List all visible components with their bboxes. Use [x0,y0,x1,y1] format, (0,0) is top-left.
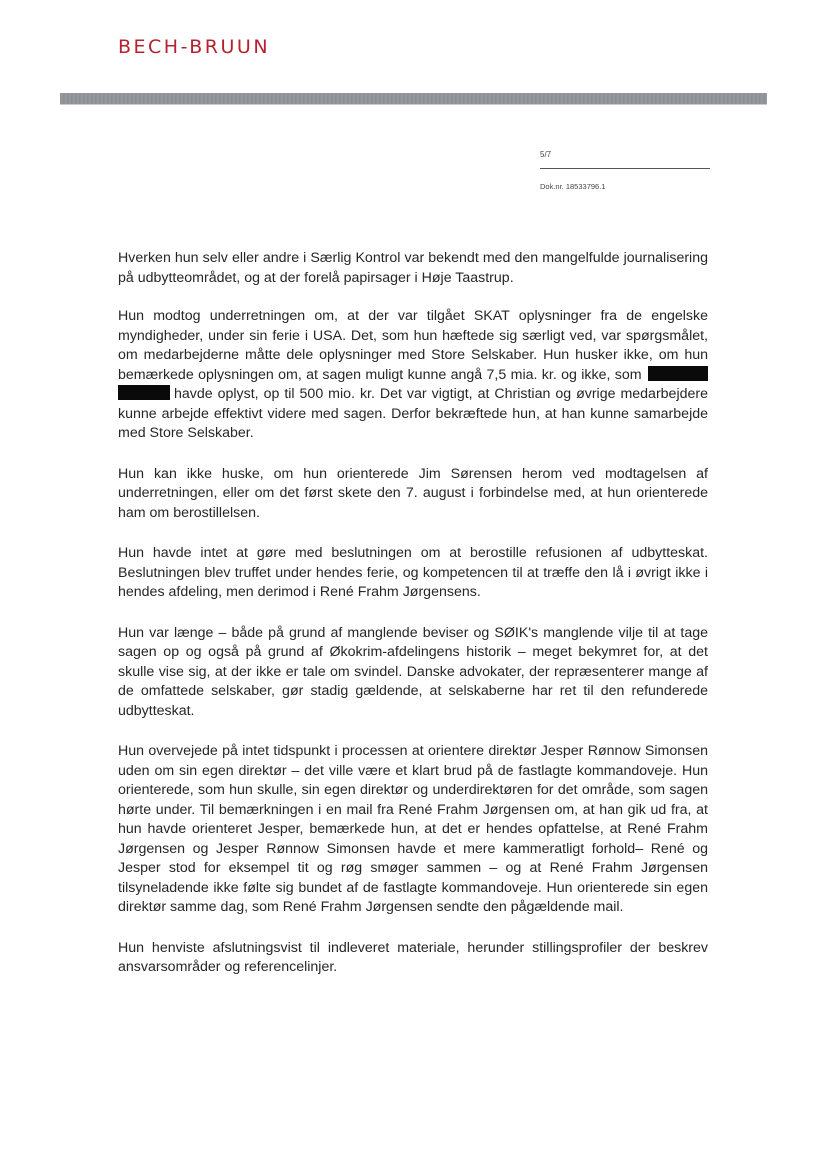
paragraph-2-part-2: havde oplyst, op til 500 mio. kr. Det var vigtigt, at Christian og øvrige medarbejdere kunne arbejde effektivt videre med sagen. Derfor bekræftede hun, at han kunne samarbejde med Store Selskaber. [118,386,708,441]
paragraph-1: Hverken hun selv eller andre i Særlig Kontrol var bekendt med den mangelfulde journalisering på udbytteområdet, og at der forelå papirsager i Høje Taastrup. [118,250,708,286]
header-divider-bar [60,93,767,104]
paragraph-7: Hun henviste afslutningsvist til indleveret materiale, herunder stillingsprofiler der beskrev ansvarsområder og referencelinjer. [118,939,708,975]
document-number: Dok.nr. 18533796.1 [540,182,606,191]
redaction-block [118,385,170,400]
paragraph-3: Hun kan ikke huske, om hun orienterede Jim Sørensen herom ved modtagelsen af underretningen, eller om det først skete den 7. august i forbindelse med, at hun orienterede ham om berostillelsen. [118,465,708,521]
paragraph-2 [118,307,708,444]
company-logo: BECH-BRUUN [118,36,271,58]
meta-divider [540,168,710,169]
paragraph-2-part-1: Hun modtog underretningen om, at der var tilgået SKAT oplysninger fra de engelske myndigheder, under sin ferie i USA. Det, som hun hæftede sig særligt ved, var spørgsmålet, om medarbejderne måtte dele oplysninger med Store Selskaber. Hun husker ikke, om hun bemærkede oplysningen om, at sagen muligt kunne angå 7,5 mia. kr. og ikke, som [118,308,708,383]
document-body [118,249,708,999]
paragraph-6: Hun overvejede på intet tidspunkt i processen at orientere direktør Jesper Rønnow Simonsen uden om sin egen direktør – det ville være et klart brud på de fastlagte kommandoveje. Hun orienterede, som hun skulle, sin egen direktør og underdirektøren for det område, som sagen hørte under. Til bemærkningen i en mail fra René Frahm Jørgensen om, at han gik ud fra, at hun havde orienteret Jesper, bemærkede hun, at det er hendes opfattelse, at René Frahm Jørgensen og Jesper Rønnow Simonsen havde et mere kammeratligt forhold– René og Jesper stod for eksempel tit og røg smøger sammen – og at René Frahm Jørgensen tilsyneladende ikke følte sig bundet af de fastlagte kommandoveje. Hun orienterede sin egen direktør samme dag, som René Frahm Jørgensen sendte den pågældende mail. [118,743,708,915]
paragraph-4: Hun havde intet at gøre med beslutningen om at berostille refusionen af udbytteskat. Beslutningen blev truffet under hendes ferie, og kompetencen til at træffe den lå i øvrigt ikke i hendes afdeling, men derimod i René Frahm Jørgensens. [118,545,708,600]
page-number: 5/7 [540,150,552,159]
redaction-block [648,366,708,381]
paragraph-5: Hun var længe – både på grund af manglende beviser og SØIK's manglende vilje til at tage sagen op og også på grund af Økokrim-afdelingens historik – meget bekymret for, at det skulle vise sig, at der ikke er tale om svindel. Danske advokater, der repræsenterer mange af de omfattede selskaber, gør stadig gældende, at selskaberne har ret til den refunderede udbytteskat. [118,624,708,719]
